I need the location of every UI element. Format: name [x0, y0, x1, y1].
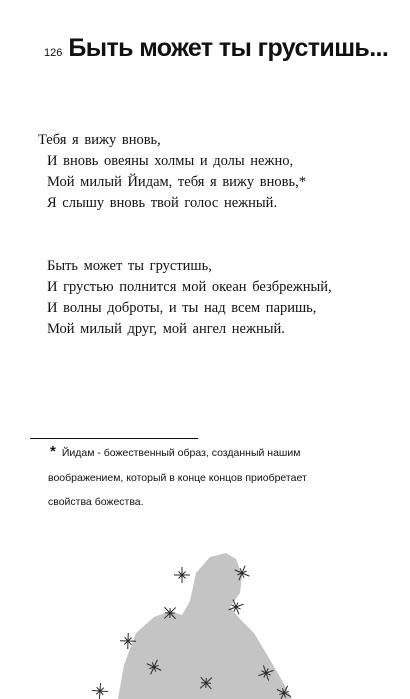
- footnote-marker: *: [50, 443, 56, 460]
- star-icon: [91, 682, 108, 699]
- star-icon: [174, 567, 190, 583]
- verse-line: Тебя я вижу вновь,: [38, 132, 161, 148]
- page-title: Быть может ты грустишь...: [68, 34, 389, 62]
- verse-line: И волны доброты, и ты над всем паришь,: [47, 300, 317, 316]
- silhouette-shape: [118, 553, 292, 699]
- page-number: 126: [44, 47, 63, 59]
- verse-line: Мой милый друг, мой ангел нежный.: [47, 321, 285, 337]
- silhouette-with-stars-icon: [70, 545, 310, 699]
- verse-line: И вновь овеяны холмы и долы нежно,: [47, 153, 294, 169]
- footnote-line: воображением, который в конце концов приобретает: [48, 472, 307, 484]
- footnote-line: свойства божества.: [48, 496, 144, 508]
- verse-line: Я слышу вновь твой голос нежный.: [47, 195, 278, 211]
- footnote-line: [50, 444, 300, 461]
- footnote-divider: [30, 438, 198, 439]
- verse-line: Мой милый Йидам, тебя я вижу вновь,*: [47, 174, 307, 190]
- footnote-text: Йидам - божественный образ, созданный нашим: [61, 447, 301, 459]
- verse-line: И грустью полнится мой океан безбрежный,: [47, 279, 332, 295]
- verse-line: Быть может ты грустишь,: [47, 258, 212, 274]
- page-header: [44, 34, 388, 63]
